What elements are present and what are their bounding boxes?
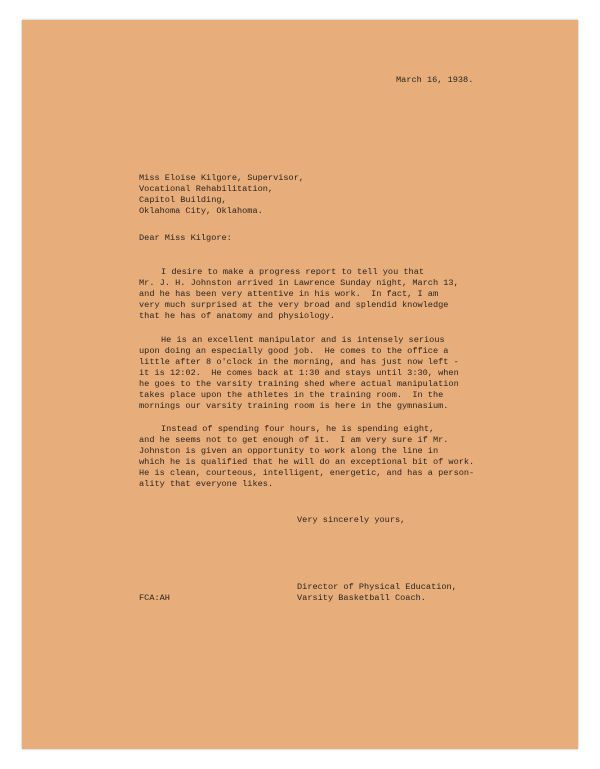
body-line: and he has been very attentive in his work. In fact, I am (139, 289, 439, 300)
body-line: upon doing an especially good job. He comes to the office a (139, 346, 449, 356)
letter-date: March 16, 1938. (396, 75, 474, 85)
body-line: Mr. J. H. Johnston arrived in Lawrence Sunday night, March 13, (139, 278, 459, 288)
body-line: it is 12:02. He comes back at 1:30 and stays until 3:30, when (139, 368, 459, 379)
body-line: that he has of anatomy and physiology. (139, 311, 335, 322)
complimentary-close: Very sincerely yours, (297, 515, 406, 525)
body-line: ality that everyone likes. (139, 479, 274, 490)
signature-line: Director of Physical Education, (297, 582, 457, 592)
recipient-line: Capitol Building, (139, 195, 227, 206)
signature-line: Varsity Basketball Coach. (297, 593, 426, 604)
salutation: Dear Miss Kilgore: (139, 233, 232, 243)
body-line: he goes to the varsity training shed where actual manipulation (139, 379, 459, 390)
reference-initials: FCA:AH (139, 593, 170, 603)
paragraph-2-first-line: He is an excellent manipulator and is intensely serious (161, 335, 445, 345)
recipient-line: Vocational Rehabilitation, (139, 184, 274, 195)
paragraph-1-body (139, 278, 459, 322)
body-line: and he seems not to get enough of it. I am very sure if Mr. (139, 435, 449, 445)
body-line: very much surprised at the very broad and splendid knowledge (139, 300, 449, 311)
body-line: He is clean, courteous, intelligent, energetic, and has a person- (139, 468, 475, 479)
paragraph-3-first-line: Instead of spending four hours, he is spending eight, (161, 424, 435, 434)
recipient-address (139, 173, 304, 217)
body-line: little after 8 o'clock in the morning, and has just now left - (139, 357, 459, 368)
body-line: which he is qualified that he will do an exceptional bit of work. (139, 457, 475, 468)
recipient-line: Oklahoma City, Oklahoma. (139, 206, 263, 217)
paragraph-2-body (139, 346, 459, 413)
recipient-line: Miss Eloise Kilgore, Supervisor, (139, 173, 305, 183)
body-line: Johnston is given an opportunity to work along the line in (139, 446, 439, 457)
paragraph-1-first-line: I desire to make a progress report to tell you that (161, 267, 425, 277)
paragraph-3-body (139, 435, 474, 490)
body-line: takes place upon the athletes in the training room. In the (139, 390, 444, 401)
signature-block (297, 582, 457, 604)
body-line: mornings our varsity training room is here in the gymnasium. (139, 401, 449, 412)
